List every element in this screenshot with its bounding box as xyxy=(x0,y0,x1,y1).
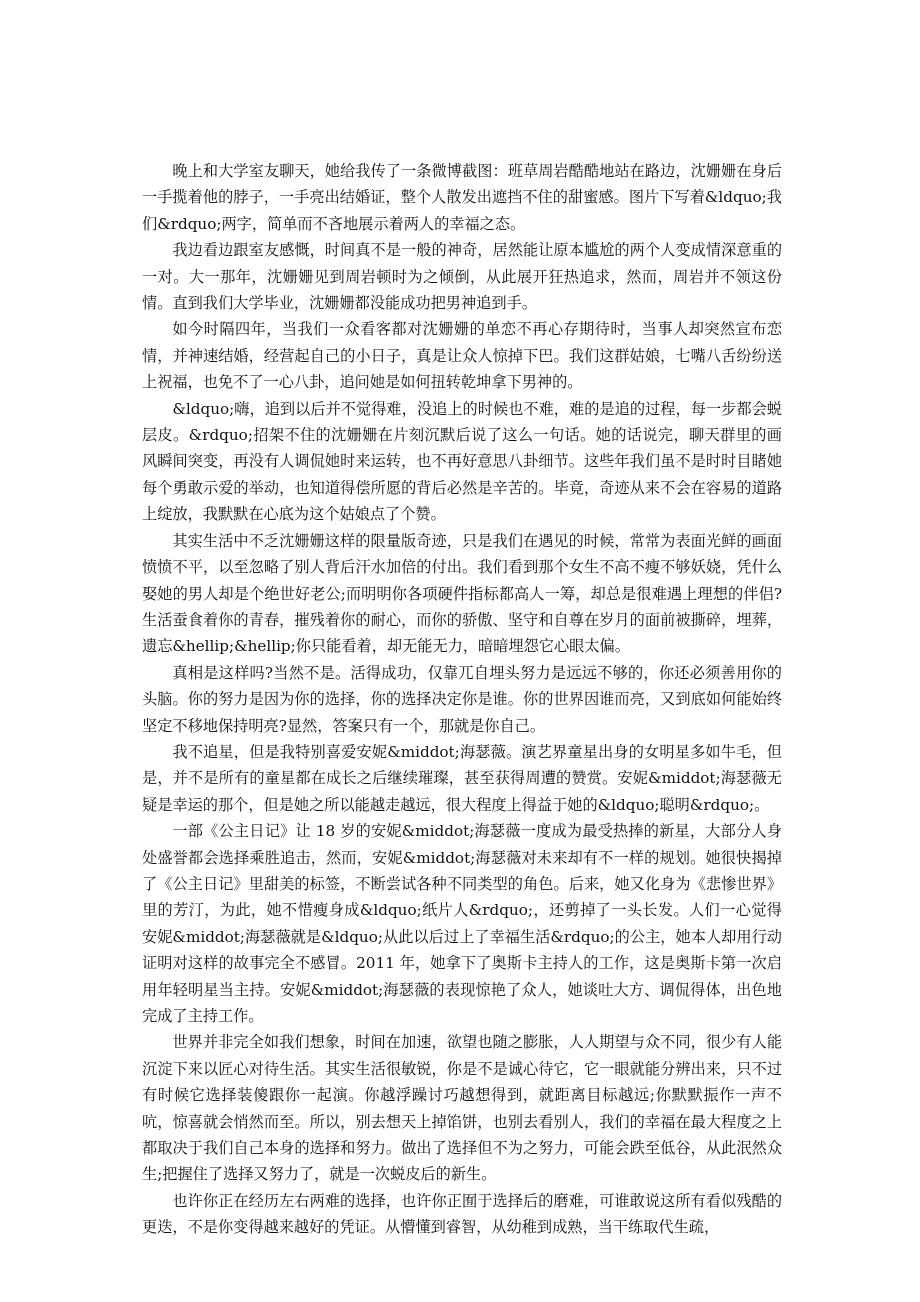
document-body xyxy=(142,158,782,1241)
paragraph-2: 我边看边跟室友感慨，时间真不是一般的神奇，居然能让原本尴尬的两个人变成情深意重的一对。大一那年，沈姗姗见到周岩顿时为之倾倒，从此展开狂热追求，然而，周岩并不领这份情。直到我们大学毕业，沈姗姗都没能成功把男神追到手。 xyxy=(142,241,782,313)
paragraph-9: 世界并非完全如我们想象，时间在加速，欲望也随之膨胀，人人期望与众不同，很少有人能沉淀下来以匠心对待生活。其实生活很敏锐，你是不是诚心待它，它一眼就能分辨出来，只不过有时候它选择装傻跟你一起演。你越浮躁讨巧越想得到，就距离目标越远;你默默振作一声不吭，惊喜就会悄然而至。所以，别去想天上掉馅饼，也别去看别人，我们的幸福在最大程度之上都取决于我们自己本身的选择和努力。做出了选择但不为之努力，可能会跌至低谷，从此泯然众生;把握住了选择又努力了，就是一次蜕皮后的新生。 xyxy=(142,1033,782,1184)
paragraph-4: &ldquo;嗨，追到以后并不觉得难，没追上的时候也不难，难的是追的过程，每一步都会蜕层皮。&rdquo;招架不住的沈姗姗在片刻沉默后说了这么一句话。她的话说完，聊天群里的画风瞬间突变，再没有人调侃她时来运转，也不再好意思八卦细节。这些年我们虽不是时时目睹她每个勇敢示爱的举动，也知道得偿所愿的背后必然是辛苦的。毕竟，奇迹从来不会在容易的道路上绽放，我默默在心底为这个姑娘点了个赞。 xyxy=(142,399,782,524)
paragraph-3: 如今时隔四年，当我们一众看客都对沈姗姗的单恋不再心存期待时，当事人却突然宣布恋情，并神速结婚，经营起自己的小日子，真是让众人惊掉下巴。我们这群姑娘，七嘴八舌纷纷送上祝福，也免不了一心八卦，追问她是如何扭转乾坤拿下男神的。 xyxy=(142,320,782,392)
paragraph-5: 其实生活中不乏沈姗姗这样的限量版奇迹，只是我们在遇见的时候，常常为表面光鲜的画面愤愤不平，以至忽略了别人背后汗水加倍的付出。我们看到那个女生不高不瘦不够妖娆，凭什么娶她的男人却是个绝世好老公;而明明你各项硬件指标都高人一筹，却总是很难遇上理想的伴侣?生活蚕食着你的青春，摧残着你的耐心，而你的骄傲、坚守和自尊在岁月的面前被撕碎，埋葬，遗忘&hellip;&hellip;你只能看着，却无能无力，暗暗埋怨它心眼太偏。 xyxy=(142,531,782,656)
paragraph-7: 我不追星，但是我特别喜爱安妮&middot;海瑟薇。演艺界童星出身的女明星多如牛毛，但是，并不是所有的童星都在成长之后继续璀璨，甚至获得周遭的赞赏。安妮&middot;海瑟薇无疑是幸运的那个，但是她之所以能越走越远，很大程度上得益于她的&ldquo;聪明&rdquo;。 xyxy=(142,742,782,814)
paragraph-6: 真相是这样吗?当然不是。活得成功，仅靠兀自埋头努力是远远不够的，你还必须善用你的头脑。你的努力是因为你的选择，你的选择决定你是谁。你的世界因谁而亮，又到底如何能始终坚定不移地保持明亮?显然，答案只有一个，那就是你自己。 xyxy=(142,663,782,735)
paragraph-1: 晚上和大学室友聊天，她给我传了一条微博截图：班草周岩酷酷地站在路边，沈姗姗在身后一手揽着他的脖子，一手亮出结婚证，整个人散发出遮挡不住的甜蜜感。图片下写着&ldquo;我们&rdquo;两字，简单而不吝地展示着两人的幸福之态。 xyxy=(142,162,782,233)
paragraph-8: 一部《公主日记》让 18 岁的安妮&middot;海瑟薇一度成为最受热捧的新星，大部分人身处盛誉都会选择乘胜追击，然而，安妮&middot;海瑟薇对未来却有不一样的规划。她很快揭掉了《公主日记》里甜美的标签，不断尝试各种不同类型的角色。后来，她又化身为《悲惨世界》里的芳汀，为此，她不惜瘦身成&ldquo;纸片人&rdquo;，还剪掉了一头长发。人们一心觉得安妮&middot;海瑟薇就是&ldquo;从此以后过上了幸福生活&rdquo;的公主，她本人却用行动证明对这样的故事完全不感冒。2011 年，她拿下了奥斯卡主持人的工作，这是奥斯卡第一次启用年轻明星当主持。安妮&middot;海瑟薇的表现惊艳了众人，她谈吐大方、调侃得体，出色地完成了主持工作。 xyxy=(142,822,782,1025)
paragraph-10: 也许你正在经历左右两难的选择，也许你正囿于选择后的磨难，可谁敢说这所有看似残酷的更迭，不是你变得越来越好的凭证。从懵懂到睿智，从幼稚到成熟，当干练取代生疏， xyxy=(142,1191,782,1237)
